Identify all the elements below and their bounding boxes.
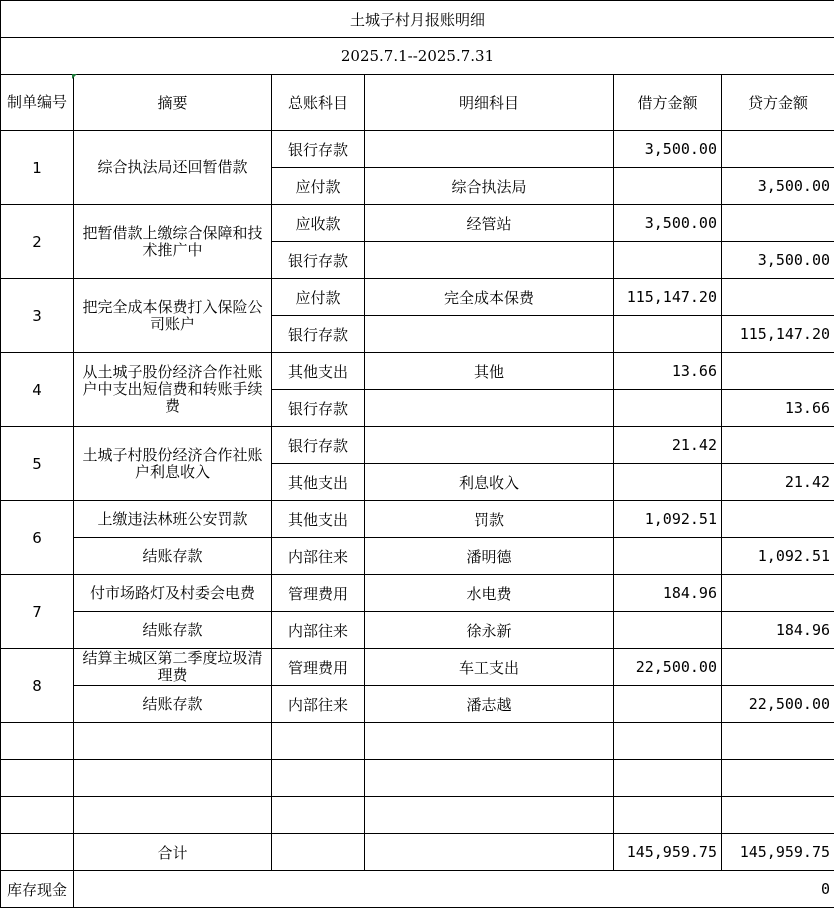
- empty-cell[interactable]: [614, 723, 722, 760]
- entry-row: [1, 353, 834, 390]
- detail-account-cell[interactable]: [365, 316, 614, 353]
- empty-cell[interactable]: [365, 834, 614, 871]
- detail-account-cell[interactable]: 车工支出: [365, 649, 614, 686]
- entry-id[interactable]: 1: [1, 131, 74, 205]
- empty-cell[interactable]: [74, 723, 272, 760]
- empty-cell[interactable]: [722, 760, 834, 797]
- debit-cell[interactable]: 21.42: [614, 427, 722, 464]
- debit-cell[interactable]: 3,500.00: [614, 205, 722, 242]
- entry-row: [1, 279, 834, 316]
- empty-row: [1, 723, 834, 760]
- empty-cell[interactable]: [365, 723, 614, 760]
- debit-cell[interactable]: [614, 390, 722, 427]
- debit-cell[interactable]: 1,092.51: [614, 501, 722, 538]
- general-account-cell[interactable]: 其他支出: [272, 353, 365, 390]
- detail-account-cell[interactable]: 利息收入: [365, 464, 614, 501]
- credit-cell[interactable]: 115,147.20: [722, 316, 834, 353]
- credit-cell[interactable]: 1,092.51: [722, 538, 834, 575]
- credit-cell[interactable]: 21.42: [722, 464, 834, 501]
- general-account-cell[interactable]: 其他支出: [272, 464, 365, 501]
- credit-cell[interactable]: 13.66: [722, 390, 834, 427]
- total-credit[interactable]: 145,959.75: [722, 834, 834, 871]
- general-account-cell[interactable]: 管理费用: [272, 575, 365, 612]
- total-label[interactable]: 合计: [74, 834, 272, 871]
- empty-cell[interactable]: [1, 723, 74, 760]
- empty-cell[interactable]: [272, 797, 365, 834]
- detail-account-cell[interactable]: 罚款: [365, 501, 614, 538]
- empty-cell[interactable]: [614, 797, 722, 834]
- cash-row: [1, 871, 834, 908]
- entry-summary[interactable]: 结账存款: [74, 612, 272, 649]
- detail-account-cell[interactable]: 经管站: [365, 205, 614, 242]
- empty-row: [1, 797, 834, 834]
- entry-summary[interactable]: 把暂借款上缴综合保障和技术推广中: [74, 205, 272, 279]
- credit-cell[interactable]: 3,500.00: [722, 168, 834, 205]
- empty-cell[interactable]: [272, 760, 365, 797]
- empty-cell[interactable]: [272, 723, 365, 760]
- detail-account-cell[interactable]: 水电费: [365, 575, 614, 612]
- header-general-account[interactable]: 总账科目: [272, 75, 365, 131]
- entry-row: [1, 538, 834, 575]
- entry-id[interactable]: 8: [1, 649, 74, 723]
- empty-cell[interactable]: [722, 797, 834, 834]
- general-account-cell[interactable]: 银行存款: [272, 427, 365, 464]
- entry-summary[interactable]: 从土城子股份经济合作社账户中支出短信费和转账手续费: [74, 353, 272, 427]
- detail-account-cell[interactable]: 综合执法局: [365, 168, 614, 205]
- entry-id[interactable]: 2: [1, 205, 74, 279]
- general-account-cell[interactable]: 其他支出: [272, 501, 365, 538]
- credit-cell[interactable]: [722, 649, 834, 686]
- empty-cell[interactable]: [365, 797, 614, 834]
- general-account-cell[interactable]: 应收款: [272, 205, 365, 242]
- entry-row: [1, 205, 834, 242]
- detail-account-cell[interactable]: [365, 131, 614, 168]
- entry-id[interactable]: 6: [1, 501, 74, 575]
- credit-cell[interactable]: 184.96: [722, 612, 834, 649]
- entry-summary[interactable]: 结算主城区第二季度垃圾清理费: [74, 649, 272, 686]
- debit-cell[interactable]: 115,147.20: [614, 279, 722, 316]
- debit-cell[interactable]: 184.96: [614, 575, 722, 612]
- detail-account-cell[interactable]: 其他: [365, 353, 614, 390]
- general-account-cell[interactable]: 应付款: [272, 168, 365, 205]
- entry-id[interactable]: 5: [1, 427, 74, 501]
- entry-summary[interactable]: 结账存款: [74, 686, 272, 723]
- detail-account-cell[interactable]: 完全成本保费: [365, 279, 614, 316]
- header-id[interactable]: 制单编号: [1, 75, 74, 131]
- empty-row: [1, 760, 834, 797]
- entry-summary[interactable]: 土城子村股份经济合作社账户利息收入: [74, 427, 272, 501]
- debit-cell[interactable]: [614, 168, 722, 205]
- general-account-cell[interactable]: 内部往来: [272, 538, 365, 575]
- general-account-cell[interactable]: 银行存款: [272, 316, 365, 353]
- cash-value[interactable]: 0: [74, 871, 834, 908]
- empty-cell[interactable]: [1, 797, 74, 834]
- entry-row: [1, 575, 834, 612]
- header-debit[interactable]: 借方金额: [614, 75, 722, 131]
- credit-cell[interactable]: 3,500.00: [722, 242, 834, 279]
- general-account-cell[interactable]: 内部往来: [272, 686, 365, 723]
- total-debit[interactable]: 145,959.75: [614, 834, 722, 871]
- general-account-cell[interactable]: 银行存款: [272, 131, 365, 168]
- credit-cell[interactable]: [722, 353, 834, 390]
- entry-row: [1, 686, 834, 723]
- detail-account-cell[interactable]: [365, 427, 614, 464]
- entry-row: [1, 131, 834, 168]
- header-credit[interactable]: 贷方金额: [722, 75, 834, 131]
- credit-cell[interactable]: [722, 427, 834, 464]
- entry-id[interactable]: 4: [1, 353, 74, 427]
- empty-cell[interactable]: [365, 760, 614, 797]
- debit-cell[interactable]: 3,500.00: [614, 131, 722, 168]
- entry-id[interactable]: 3: [1, 279, 74, 353]
- debit-cell[interactable]: [614, 464, 722, 501]
- sheet-title[interactable]: 土城子村月报账明细: [1, 1, 834, 38]
- header-detail-account[interactable]: 明细科目: [365, 75, 614, 131]
- header-summary[interactable]: 摘要: [74, 75, 272, 131]
- detail-account-cell[interactable]: [365, 390, 614, 427]
- empty-cell[interactable]: [74, 797, 272, 834]
- entry-row: [1, 427, 834, 464]
- entry-row: [1, 501, 834, 538]
- entry-summary[interactable]: 结账存款: [74, 538, 272, 575]
- cash-label[interactable]: 库存现金: [1, 871, 74, 908]
- detail-account-cell[interactable]: 潘志越: [365, 686, 614, 723]
- debit-cell[interactable]: [614, 316, 722, 353]
- entry-summary[interactable]: 上缴违法林班公安罚款: [74, 501, 272, 538]
- debit-cell[interactable]: [614, 538, 722, 575]
- debit-cell[interactable]: 22,500.00: [614, 649, 722, 686]
- general-account-cell[interactable]: 应付款: [272, 279, 365, 316]
- empty-cell[interactable]: [722, 723, 834, 760]
- comment-indicator: [72, 74, 77, 79]
- empty-cell[interactable]: [272, 834, 365, 871]
- entry-summary[interactable]: 付市场路灯及村委会电费: [74, 575, 272, 612]
- general-account-cell[interactable]: 管理费用: [272, 649, 365, 686]
- entry-summary[interactable]: 综合执法局还回暂借款: [74, 131, 272, 205]
- credit-cell[interactable]: [722, 575, 834, 612]
- credit-cell[interactable]: [722, 205, 834, 242]
- entry-row: [1, 649, 834, 686]
- empty-cell[interactable]: [1, 760, 74, 797]
- debit-cell[interactable]: 13.66: [614, 353, 722, 390]
- debit-cell[interactable]: [614, 242, 722, 279]
- detail-account-cell[interactable]: [365, 242, 614, 279]
- credit-cell[interactable]: [722, 131, 834, 168]
- general-account-cell[interactable]: 内部往来: [272, 612, 365, 649]
- credit-cell[interactable]: [722, 279, 834, 316]
- debit-cell[interactable]: [614, 612, 722, 649]
- empty-cell[interactable]: [1, 834, 74, 871]
- general-account-cell[interactable]: 银行存款: [272, 242, 365, 279]
- entry-row: [1, 612, 834, 649]
- credit-cell[interactable]: 22,500.00: [722, 686, 834, 723]
- entry-id[interactable]: 7: [1, 575, 74, 649]
- empty-cell[interactable]: [74, 760, 272, 797]
- detail-account-cell[interactable]: 徐永新: [365, 612, 614, 649]
- credit-cell[interactable]: [722, 501, 834, 538]
- debit-cell[interactable]: [614, 686, 722, 723]
- entry-summary[interactable]: 把完全成本保费打入保险公司账户: [74, 279, 272, 353]
- general-account-cell[interactable]: 银行存款: [272, 390, 365, 427]
- total-row: [1, 834, 834, 871]
- empty-cell[interactable]: [614, 760, 722, 797]
- period-range[interactable]: 2025.7.1--2025.7.31: [1, 38, 834, 75]
- detail-account-cell[interactable]: 潘明德: [365, 538, 614, 575]
